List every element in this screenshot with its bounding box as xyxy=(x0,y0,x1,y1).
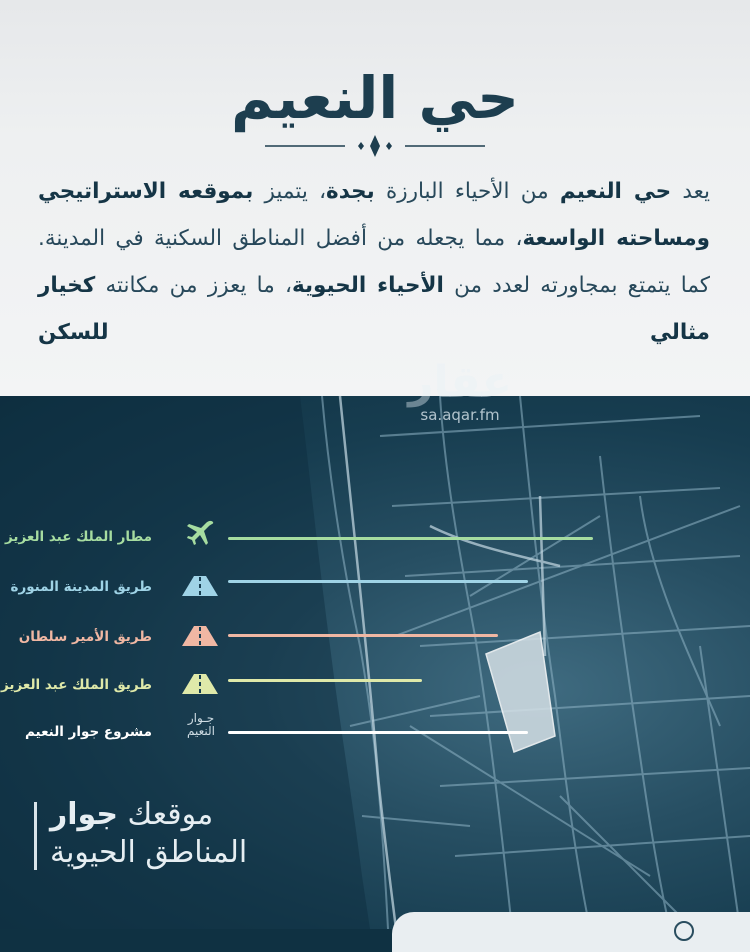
jawar-logo-line2: النعيم xyxy=(186,724,215,738)
headline-accent-bar xyxy=(34,802,37,870)
paragraph-bold: حي النعيم xyxy=(559,179,672,204)
legend-line-prince-sultan-road xyxy=(228,634,498,637)
watermark-url: sa.aqar.fm xyxy=(420,406,500,424)
legend-line-madinah-road xyxy=(228,580,528,583)
road-icon xyxy=(180,624,220,648)
paragraph-text: ، ما يعزز من مكانته xyxy=(95,273,292,298)
road-icon xyxy=(180,574,220,598)
paragraph-bold: بموقعه الاستراتيجي ومساحته الواسعة xyxy=(38,179,711,251)
paragraph-text: ، يتميز xyxy=(253,179,327,204)
jawar-logo xyxy=(178,712,224,738)
paragraph-bold: كخيار مثالي للسكن xyxy=(38,273,710,345)
road-icon xyxy=(180,672,220,696)
ornament-divider xyxy=(265,134,485,158)
headline xyxy=(50,796,310,872)
paragraph-bold: الأحياء الحيوية xyxy=(291,273,444,298)
legend-line-jawar-project xyxy=(228,731,528,734)
watermark-logo: عقار xyxy=(408,357,512,408)
paragraph-text: ، مما يجعله من أفضل المناطق السكنية في المدينة. كما يتمتع بمجاورته لعدد من xyxy=(38,226,710,298)
legend-line-airport xyxy=(228,537,593,540)
headline-prefix: موقعك xyxy=(117,797,214,832)
intro-paragraph xyxy=(38,168,710,356)
paragraph-bold: بجدة xyxy=(326,179,375,204)
legend-label-king-abdulaziz-road: طريق الملك عبد العزيز xyxy=(1,677,152,693)
page-title: حي النعيم xyxy=(231,64,519,132)
legend-label-airport: مطار الملك عبد العزيز xyxy=(5,529,152,545)
circle-icon xyxy=(674,921,694,941)
legend-label-jawar-project: مشروع جوار النعيم xyxy=(24,724,152,740)
paragraph-text: من الأحياء البارزة xyxy=(374,179,560,204)
headline-bold: جوار xyxy=(50,797,118,832)
legend-label-prince-sultan-road: طريق الأمير سلطان xyxy=(18,629,152,645)
bottom-card-edge xyxy=(392,912,750,952)
airplane-icon xyxy=(184,517,216,549)
intro-panel xyxy=(0,0,750,396)
paragraph-text: يعد xyxy=(671,179,710,204)
legend-label-madinah-road: طريق المدينة المنورة xyxy=(10,579,152,595)
headline-line2: المناطق الحيوية xyxy=(50,835,248,870)
watermark xyxy=(395,357,525,424)
legend-line-king-abdulaziz-road xyxy=(228,679,422,682)
jawar-logo-line1: جـوار xyxy=(187,711,215,725)
